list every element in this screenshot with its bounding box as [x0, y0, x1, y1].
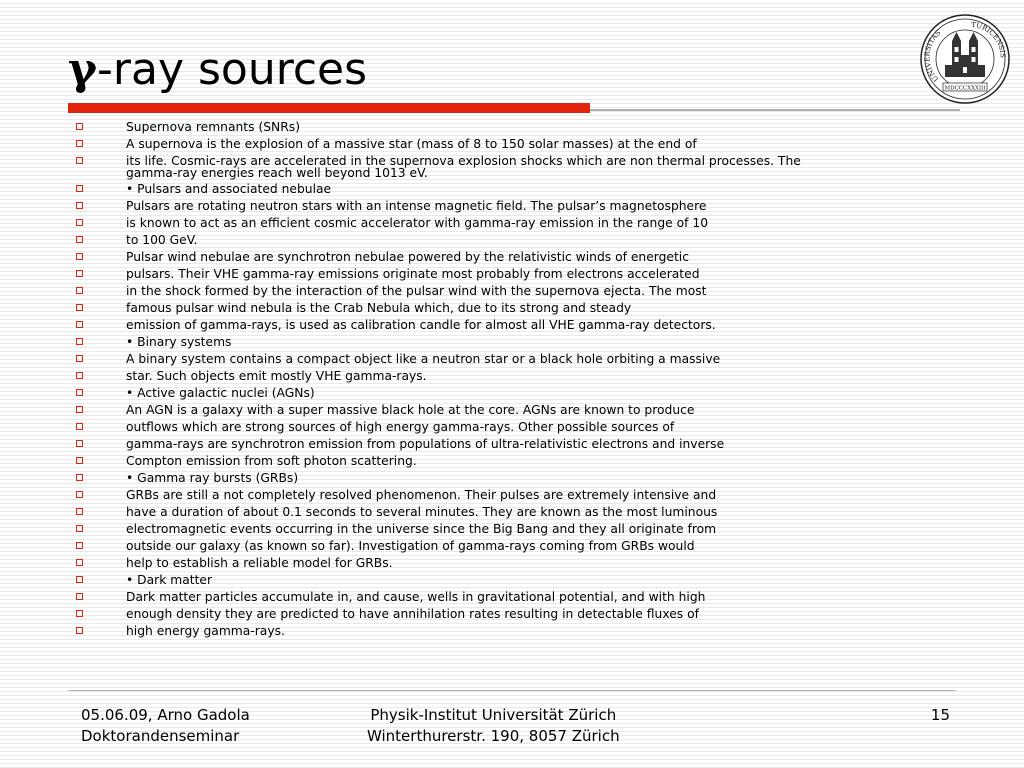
footer-event: Doktorandenseminar [81, 727, 240, 745]
square-bullet-icon [76, 338, 83, 345]
list-item: help to establish a reliable model for GRBs. [72, 557, 952, 574]
footer-date-author: 05.06.09, Arno Gadola [81, 706, 250, 724]
list-item: Pulsar wind nebulae are synchrotron nebulae powered by the relativistic winds of energetic [72, 251, 952, 268]
list-item: • Gamma ray bursts (GRBs) [72, 472, 952, 489]
list-item: pulsars. Their VHE gamma-ray emissions originate most probably from electrons accelerated [72, 268, 952, 285]
list-item: gamma-rays are synchrotron emission from populations of ultra-relativistic electrons and inverse [72, 438, 952, 455]
square-bullet-icon [76, 610, 83, 617]
square-bullet-icon [76, 321, 83, 328]
list-item: enough density they are predicted to have annihilation rates resulting in detectable fluxes of [72, 608, 952, 625]
list-item: Supernova remnants (SNRs) [72, 121, 952, 138]
footer-divider [68, 690, 956, 691]
page-number: 15 [930, 706, 950, 724]
title-underline-rule [590, 109, 960, 111]
list-item: famous pulsar wind nebula is the Crab Nebula which, due to its strong and steady [72, 302, 952, 319]
square-bullet-icon [76, 440, 83, 447]
square-bullet-icon [76, 406, 83, 413]
list-item: Pulsars are rotating neutron stars with an intense magnetic field. The pulsar’s magnetosphere [72, 200, 952, 217]
list-item: • Dark matter [72, 574, 952, 591]
list-item: in the shock formed by the interaction of the pulsar wind with the supernova ejecta. The most [72, 285, 952, 302]
square-bullet-icon [76, 157, 83, 164]
svg-text:MDCCCXXXIII: MDCCCXXXIII [944, 85, 986, 92]
square-bullet-icon [76, 236, 83, 243]
list-item: outside our galaxy (as known so far). Investigation of gamma-rays coming from GRBs would [72, 540, 952, 557]
list-item: outflows which are strong sources of high energy gamma-rays. Other possible sources of [72, 421, 952, 438]
list-item: emission of gamma-rays, is used as calibration candle for almost all VHE gamma-ray detectors. [72, 319, 952, 336]
square-bullet-icon [76, 304, 83, 311]
square-bullet-icon [76, 508, 83, 515]
list-item: A binary system contains a compact object like a neutron star or a black hole orbiting a massive [72, 353, 952, 370]
list-item: star. Such objects emit mostly VHE gamma-rays. [72, 370, 952, 387]
title-gamma-symbol: γ [68, 44, 98, 95]
footer-institute-name: Physik-Institut Universität Zürich [370, 706, 617, 724]
list-item: high energy gamma-rays. [72, 625, 952, 642]
square-bullet-icon [76, 525, 83, 532]
square-bullet-icon [76, 270, 83, 277]
footer-address: Winterthurerstr. 190, 8057 Zürich [367, 727, 620, 745]
square-bullet-icon [76, 123, 83, 130]
square-bullet-icon [76, 140, 83, 147]
footer-author-date [81, 705, 250, 747]
square-bullet-icon [76, 287, 83, 294]
square-bullet-icon [76, 593, 83, 600]
list-item: GRBs are still a not completely resolved phenomenon. Their pulses are extremely intensive and [72, 489, 952, 506]
square-bullet-icon [76, 355, 83, 362]
square-bullet-icon [76, 457, 83, 464]
bullet-list [72, 121, 952, 642]
list-item: is known to act as an efficient cosmic accelerator with gamma-ray emission in the range of 10 [72, 217, 952, 234]
title-underline-accent [68, 103, 590, 113]
title-text: -ray sources [97, 44, 368, 95]
square-bullet-icon [76, 185, 83, 192]
list-item: to 100 GeV. [72, 234, 952, 251]
list-item: • Active galactic nuclei (AGNs) [72, 387, 952, 404]
list-item: An AGN is a galaxy with a super massive black hole at the core. AGNs are known to produce [72, 404, 952, 421]
list-item-continuation: gamma-ray energies reach well beyond 1013 eV. [126, 165, 428, 180]
svg-text:TURICENSIS: TURICENSIS [970, 20, 1007, 59]
slide-title [68, 42, 367, 98]
square-bullet-icon [76, 559, 83, 566]
university-seal-logo [919, 13, 1011, 105]
list-item: its life. Cosmic-rays are accelerated in the supernova explosion shocks which are non thermal processes. The gamma-ray energies reach well beyond 1013 eV. [72, 155, 952, 183]
footer-institute [367, 705, 620, 747]
list-item: • Binary systems [72, 336, 952, 353]
list-item: have a duration of about 0.1 seconds to several minutes. They are known as the most luminous [72, 506, 952, 523]
list-item: electromagnetic events occurring in the universe since the Big Bang and they all originate from [72, 523, 952, 540]
list-item: Dark matter particles accumulate in, and cause, wells in gravitational potential, and with high [72, 591, 952, 608]
square-bullet-icon [76, 202, 83, 209]
list-item: • Pulsars and associated nebulae [72, 183, 952, 200]
square-bullet-icon [76, 219, 83, 226]
square-bullet-icon [76, 627, 83, 634]
square-bullet-icon [76, 474, 83, 481]
list-item: Compton emission from soft photon scattering. [72, 455, 952, 472]
square-bullet-icon [76, 423, 83, 430]
square-bullet-icon [76, 372, 83, 379]
square-bullet-icon [76, 542, 83, 549]
square-bullet-icon [76, 491, 83, 498]
square-bullet-icon [76, 389, 83, 396]
list-item: A supernova is the explosion of a massive star (mass of 8 to 150 solar masses) at the end of [72, 138, 952, 155]
svg-text:UNIVERSITAS: UNIVERSITAS [923, 28, 943, 84]
square-bullet-icon [76, 576, 83, 583]
square-bullet-icon [76, 253, 83, 260]
